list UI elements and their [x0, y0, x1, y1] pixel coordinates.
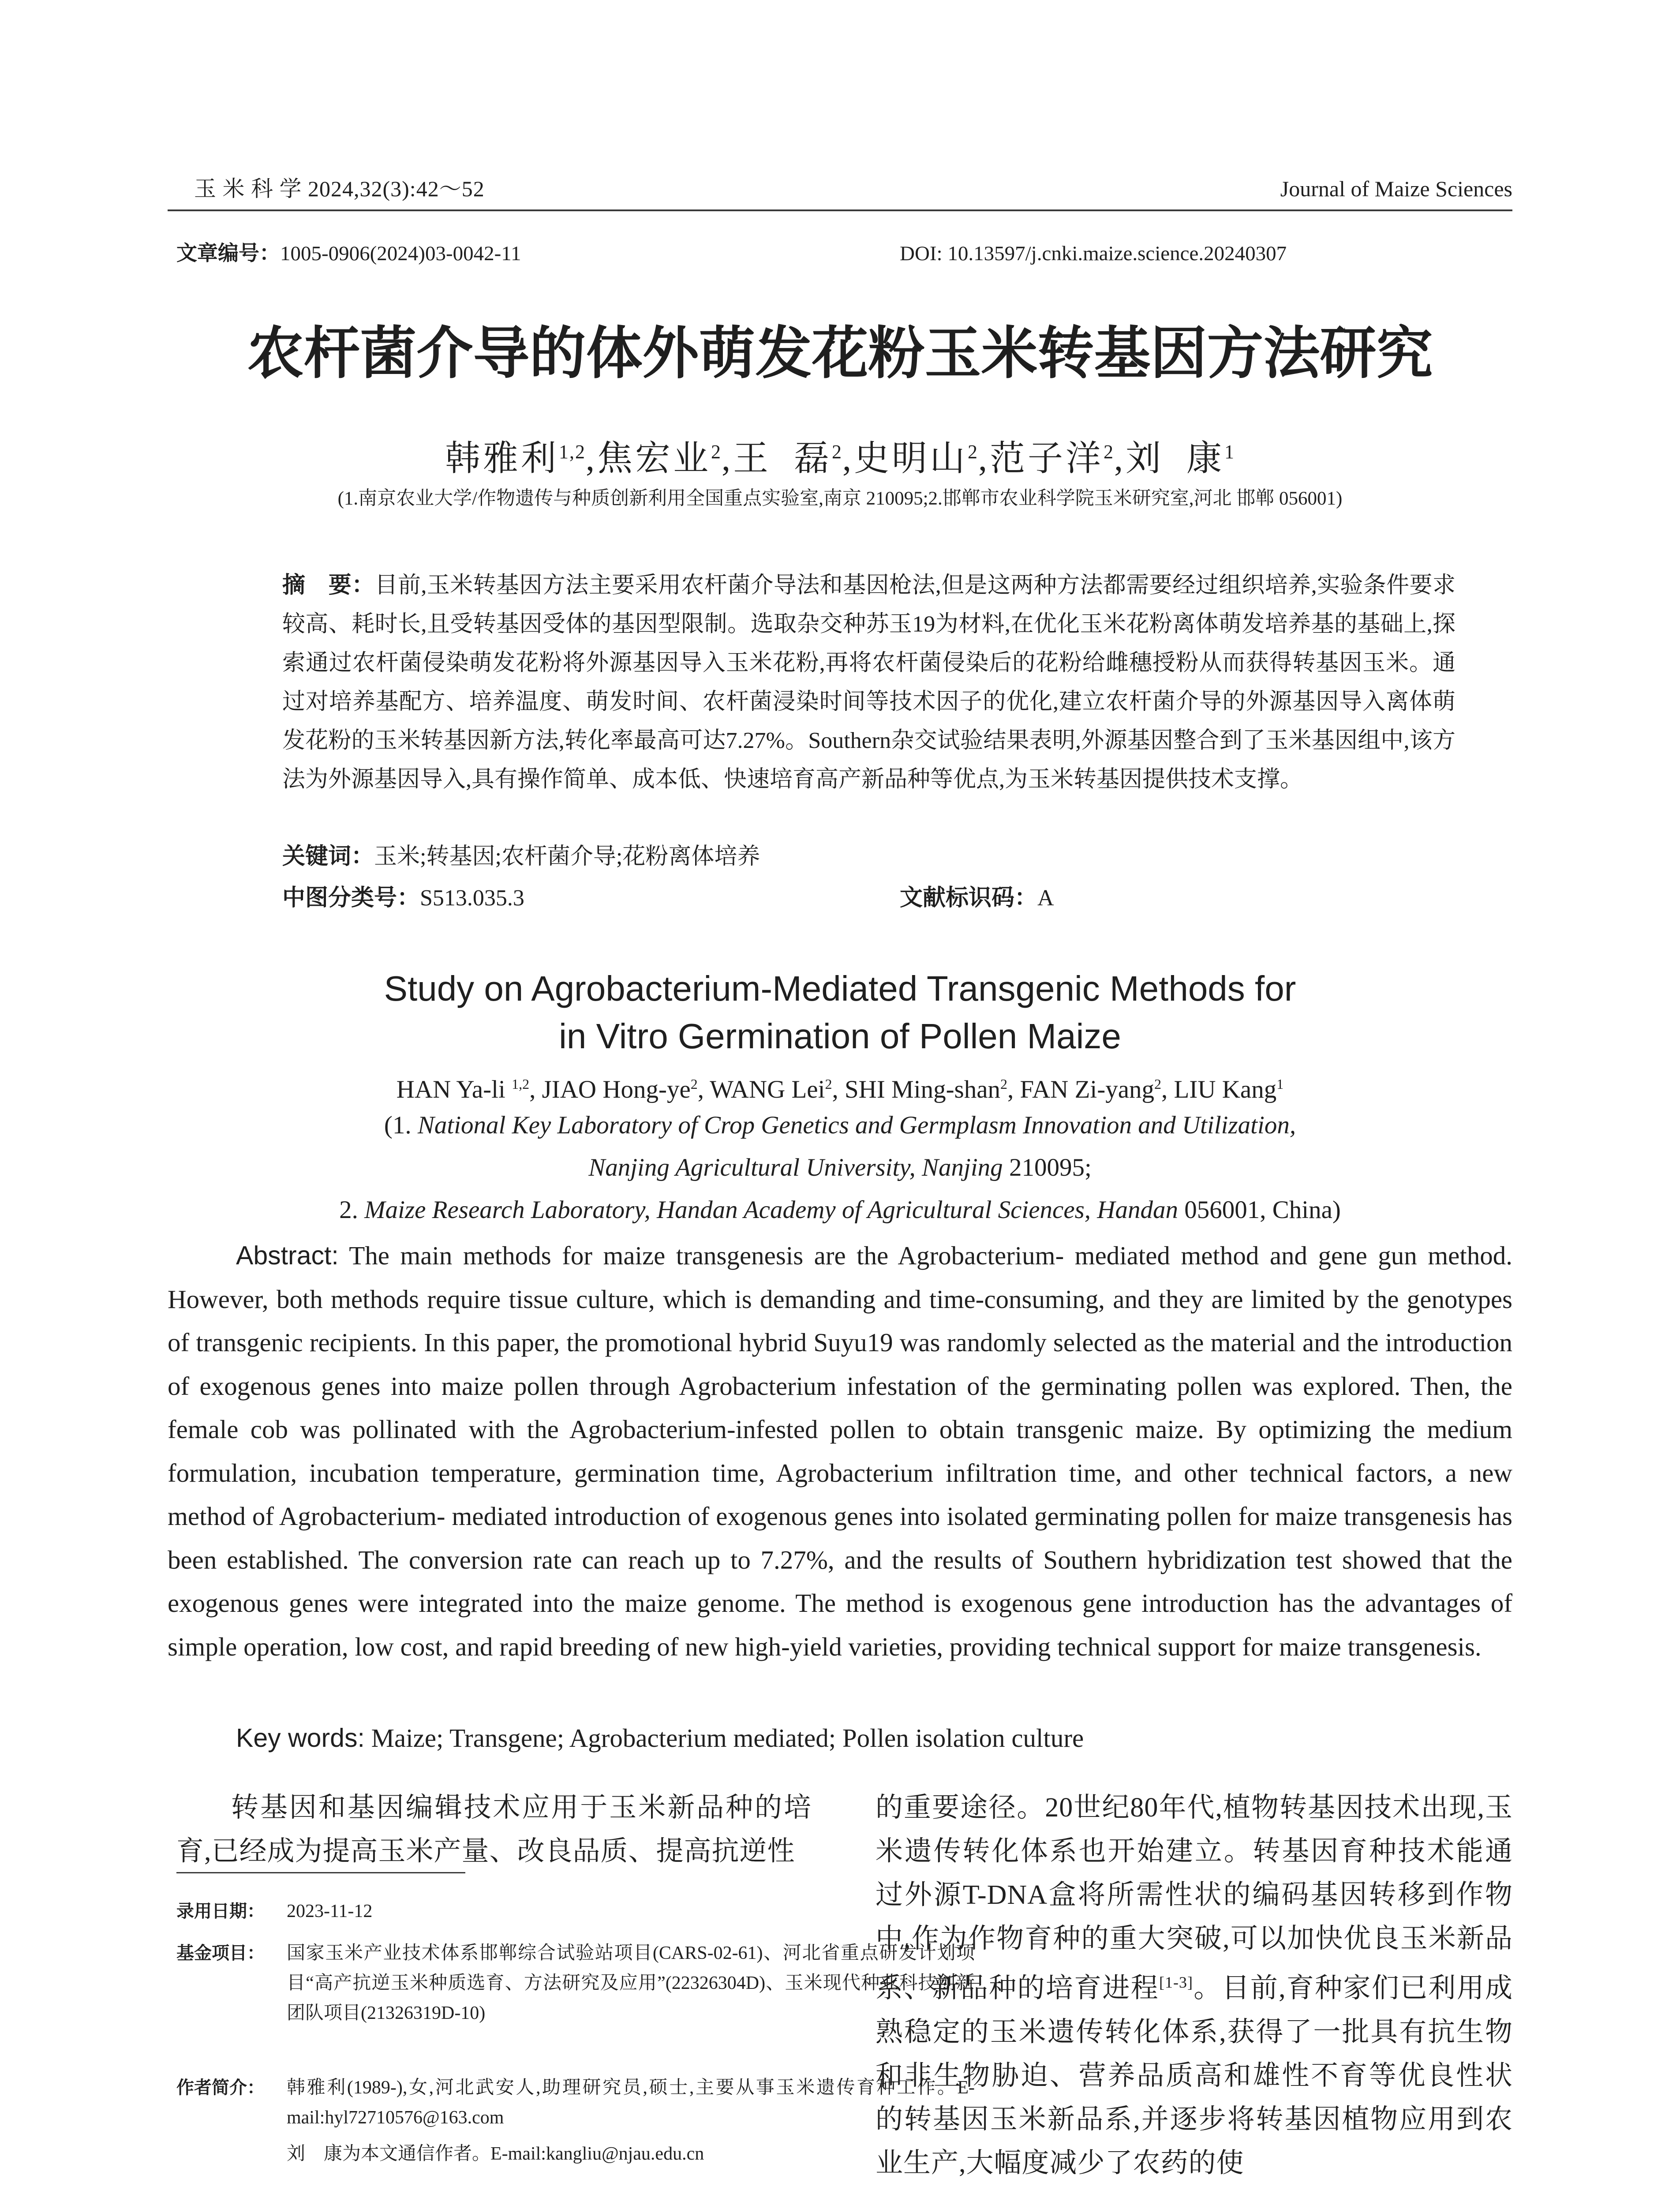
author-bio-label: 作者简介：: [176, 2078, 265, 2098]
author-sup: 1,2: [559, 441, 586, 463]
author-cn: 史明山: [854, 439, 968, 478]
author-en-sup: 2: [1000, 1076, 1008, 1092]
abstract-cn-label: 摘 要：: [282, 572, 375, 598]
author-cn: 王 磊: [733, 439, 832, 478]
aff-num: (1.: [384, 1111, 418, 1139]
abstract-cn-text: 目前,玉米转基因方法主要采用农杆菌介导法和基因枪法,但是这两种方法都需要经过组织培养,实验条件要求较高、耗时长,且受转基因受体的基因型限制。选取杂交种苏玉19为材料,在优化玉米花粉离体萌发培养基的基础上,探索通过农杆菌侵染萌发花粉将外源基因导入玉米花粉,再将农杆菌侵染后的花粉给雌穗授粉从而获得转基因玉米。通过对培养基配方、培养温度、萌发时间、农杆菌浸染时间等技术因子的优化,建立农杆菌介导的外源基因导入离体萌发花粉的玉米转基因新方法,转化率最高可达7.27%。Southern杂交试验结果表明,外源基因整合到了玉米基因组中,该方法为外源基因导入,具有操作简单、成本低、快速培育高产新品种等优点,为玉米转基因提供技术支撑。: [282, 573, 1456, 792]
affiliation-en-line-3: [168, 1192, 1512, 1228]
aff-tail: 056001, China): [1178, 1196, 1341, 1224]
doc-code-value: A: [1037, 886, 1054, 911]
header-rule: [168, 209, 1512, 211]
doi: DOI: 10.13597/j.cnki.maize.science.20240307: [900, 242, 1287, 265]
aff-num: 2.: [339, 1196, 365, 1224]
author-sup: 2: [711, 441, 722, 463]
author-bio-text: 韩雅利(1989-),女,河北武安人,助理研究员,硕士,主要从事玉米遗传育种工作。E-mail:hyl72710576@163.com: [287, 2078, 975, 2128]
journal-header-right: Journal of Maize Sciences: [1280, 176, 1512, 201]
author-cn: 范子洋: [990, 439, 1104, 478]
author-sup: 2: [832, 441, 842, 463]
citation: [1-3]: [1159, 1973, 1193, 1991]
author-en-sup: 2: [825, 1076, 832, 1092]
article-number-label: 文章编号：: [176, 241, 280, 265]
body-left-intro: 转基因和基因编辑技术应用于玉米新品种的培育,已经成为提高玉米产量、改良品质、提高抗逆性: [176, 1793, 812, 1866]
document-code: [900, 878, 1054, 918]
authors-en: HAN Ya-li $^{1,2}$, JIAO Hong-$ye^2$, WANG Lei$^2$, SHI Ming-shan$^2$, FAN Zi-yang$^2$, LIU Kang$^1$: [396, 1076, 1284, 1103]
author-sup: 1: [1224, 441, 1235, 463]
author-en: LIU Kang: [1174, 1076, 1277, 1103]
fund-label: 基金项目：: [176, 1943, 265, 1963]
title-en-line-1: Study on Agrobacterium-Mediated Transgenic Methods for: [384, 969, 1296, 1008]
clc-label: 中图分类号：: [282, 885, 420, 911]
author-en-sup: 1,2: [512, 1076, 530, 1092]
keywords-cn-label: 关键词：: [282, 843, 374, 870]
aff-name: Nanjing Agricultural University, Nanjing: [588, 1154, 1003, 1181]
keywords-cn: [282, 837, 1456, 876]
clc-value: S513.035.3: [420, 886, 524, 911]
abstract-cn: [282, 566, 1456, 799]
article-number-value: 1005-0906(2024)03-0042-11: [280, 242, 521, 265]
author-sup: 2: [968, 441, 978, 463]
keywords-cn-text: 玉米;转基因;农杆菌介导;花粉离体培养: [374, 844, 760, 869]
abstract-en-label: Abstract:: [236, 1241, 339, 1270]
author-en: WANG Lei: [710, 1076, 825, 1103]
author-en: HAN Ya-li: [396, 1076, 505, 1103]
abstract-en-text: The main methods for maize transgenesis are the Agrobacterium- mediated method and gene gun method. However, both methods require tissue culture, which is demanding and time-consuming, and they are limited by the genotypes of transgenic recipients. In this paper, the promotional hybrid Suyu19 was randomly selected as the material and the introduction of exogenous genes into maize pollen through Agrobacterium infestation of the germinating pollen was explored. Then, the female cob was pollinated with the Agrobacterium-infested pollen to obtain transgenic maize. By optimizing the medium formulation, incubation temperature, germination time, Agrobacterium infiltration time, and other technical factors, a new method of Agrobacterium- mediated introduction of exogenous genes into isolated germinating pollen for maize transgenesis has been established. The conversion rate can reach up to 7.27%, and the results of Southern hybridization test showed that the exogenous genes were integrated into the maize genome. The method is exogenous gene introduction has the advantages of simple operation, low cost, and rapid breeding of new high-yield varieties, providing technical support for maize transgenesis.: [168, 1241, 1512, 1661]
footnote-corresponding: 刘 康为本文通信作者。E-mail:kangliu@njau.edu.cn: [287, 2144, 704, 2164]
aff-name: Maize Research Laboratory, Handan Academy of Agricultural Sciences, Handan: [364, 1196, 1178, 1224]
author-sup: 2: [1104, 441, 1114, 463]
author-en-sup: 2: [690, 1076, 698, 1092]
author-en-sup: 1: [1276, 1076, 1284, 1092]
aff-num: 210095;: [1003, 1154, 1092, 1181]
keywords-en-text: Maize; Transgene; Agrobacterium mediated; Pollen isolation culture: [364, 1723, 1084, 1753]
aff-name: National Key Laboratory of Crop Genetics and Germplasm Innovation and Utilization,: [417, 1111, 1296, 1139]
author-en-sup: 2: [1154, 1076, 1162, 1092]
affiliation-en-line-1: [168, 1108, 1512, 1143]
body-right-column: [876, 1786, 1513, 2185]
author-cn: 刘 康: [1126, 439, 1224, 478]
author-en: SHI Ming-shan: [844, 1076, 1001, 1103]
article-number: [176, 240, 521, 267]
keywords-en-label: Key words:: [236, 1723, 365, 1753]
title-en-line-2: in Vitro Germination of Pollen Maize: [559, 1017, 1121, 1056]
title-cn: 农杆菌介导的体外萌发花粉玉米转基因方法研究: [247, 321, 1433, 386]
body-right-text: 的重要途径。20世纪80年代,植物转基因技术出现,玉米遗传转化体系也开始建立。转基因育种技术能通过外源T-DNA盒将所需性状的编码基因转移到作物中,作为作物育种的重大突破,可以加快优良玉米新品系、新品种的培育进程: [876, 1793, 1513, 2003]
authors-cn: 韩雅利$^{1,2}$,焦宏业$^2$,王 磊$^2$,史明山$^2$,范子洋$^2$,刘 康$^1$: [445, 439, 1235, 478]
body-right-text-cont: 。目前,育种家们已利用成熟稳定的玉米遗传转化体系,获得了一批具有抗生物和非生物胁迫、营养品质高和雄性不育等优良性状的转基因玉米新品系,并逐步将转基因植物应用到农业生产,大幅度减少了农药的使: [876, 1973, 1513, 2178]
footnote-rule: [176, 1872, 465, 1873]
author-en: JIAO Hong-ye: [542, 1076, 691, 1103]
affiliation-cn: (1.南京农业大学/作物遗传与种质创新利用全国重点实验室,南京 210095;2.邯郸市农业科学院玉米研究室,河北 邯郸 056001): [337, 488, 1343, 509]
footnote-received: [176, 1896, 975, 1927]
affiliation-en-line-2: [168, 1150, 1512, 1185]
fund-text: 国家玉米产业技术体系邯郸综合试验站项目(CARS-02-61)、河北省重点研发计划项目“高产抗逆玉米种质选育、方法研究及应用”(22326304D)、玉米现代种业科技创新团队项目(21326319D-10): [287, 1943, 975, 2023]
doc-code-label: 文献标识码：: [900, 885, 1038, 911]
author-cn: 焦宏业: [597, 439, 711, 478]
keywords-en: [236, 1716, 1084, 1760]
journal-header-left: 玉 米 科 学 2024,32(3):42～52: [194, 176, 485, 201]
author-cn: 韩雅利: [445, 439, 559, 478]
title-en: [168, 965, 1512, 1060]
author-en: FAN Zi-yang: [1020, 1076, 1155, 1103]
footnote-fund: [176, 1938, 975, 2064]
received-date: 2023-11-12: [287, 1901, 373, 1921]
clc-number: [282, 878, 524, 918]
abstract-en: [168, 1234, 1512, 1668]
received-label: 录用日期：: [176, 1901, 265, 1921]
